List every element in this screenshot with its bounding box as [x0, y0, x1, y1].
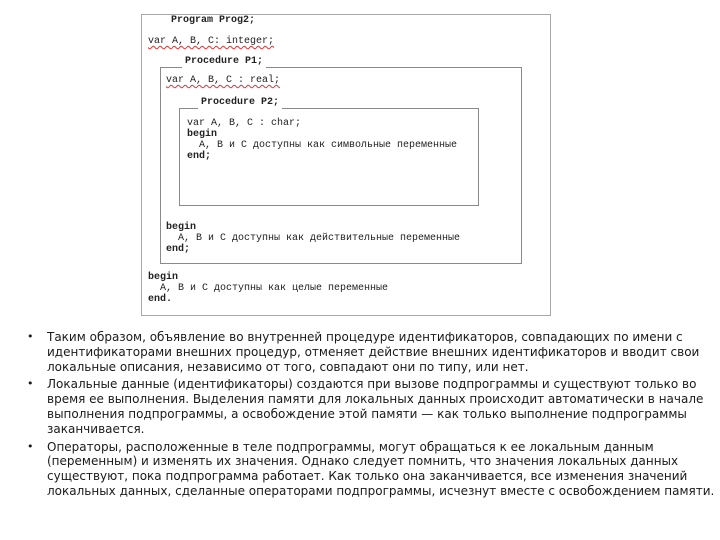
p2-end-text: end;	[187, 151, 212, 162]
p2-comment	[187, 140, 457, 152]
p1-begin	[166, 222, 196, 234]
program-header-text: Program Prog2;	[171, 15, 256, 26]
main-comment-text: A, B и C доступны как целые переменные	[148, 283, 389, 294]
p2-comment-text: A, B и C доступны как символьные переменные	[187, 140, 458, 151]
bullet-icon: •	[27, 439, 34, 453]
outer-var-line	[148, 36, 274, 48]
p2-header-text: Procedure P2;	[201, 97, 280, 108]
p1-var-line	[166, 75, 280, 87]
bullet-icon: •	[27, 330, 34, 343]
p2-var-text: var A, B, C : char;	[187, 118, 302, 129]
bullet-text: Локальные данные (идентификаторы) создаются при вызове подпрограммы и существуют только во время ее выполнения. Выделения памяти для локальных данных происходит автоматически в начале выполнения подпрограммы, а освобождение этой памяти — как только выполнение подпрограммы заканчивается.	[47, 377, 704, 436]
p2-var-line	[187, 118, 301, 130]
p2-begin	[187, 129, 217, 141]
list-item	[27, 330, 717, 374]
explanation-list	[27, 330, 717, 502]
p1-end-text: end;	[166, 244, 191, 255]
p1-var-text: var A, B, C : real;	[166, 75, 281, 86]
outer-var-text: var A, B, C: integer;	[148, 36, 275, 47]
program-header	[171, 15, 255, 27]
bullet-text: Операторы, расположенные в теле подпрограммы, могут обращаться к ее локальным данным (переменным) и изменять их значения. Однако следует помнить, что значения локальных данных существуют, пока подпрограмма работает. Как только она заканчивается, все изменения значений локальных данных, сделанные операторами подпрограммы, исчезнут вместе с освобождением памяти.	[47, 439, 715, 498]
p1-begin-text: begin	[166, 222, 197, 233]
bullet-icon: •	[27, 377, 34, 391]
p1-comment-text: A, B и C доступны как действительные переменные	[166, 233, 461, 244]
main-comment	[148, 283, 388, 295]
p1-header-text: Procedure P1;	[185, 56, 264, 67]
p2-begin-text: begin	[187, 129, 218, 140]
list-item	[27, 377, 717, 436]
main-begin-text: begin	[148, 272, 179, 283]
p1-comment	[166, 233, 460, 245]
p1-header	[182, 56, 266, 68]
main-end-text: end.	[148, 294, 173, 305]
bullet-text: Таким образом, объявление во внутренней процедуре идентификаторов, совпадающих по имени с идентификаторами внешних процедур, отменяет действие внешних идентификаторов и вводит свои локальные описания, независимо от того, совпадают они по типу, или нет.	[47, 330, 700, 374]
p2-header	[198, 97, 282, 109]
p1-end	[166, 244, 190, 256]
p2-end	[187, 151, 211, 163]
list-item	[27, 440, 717, 499]
main-begin	[148, 272, 178, 284]
main-end	[148, 294, 172, 306]
